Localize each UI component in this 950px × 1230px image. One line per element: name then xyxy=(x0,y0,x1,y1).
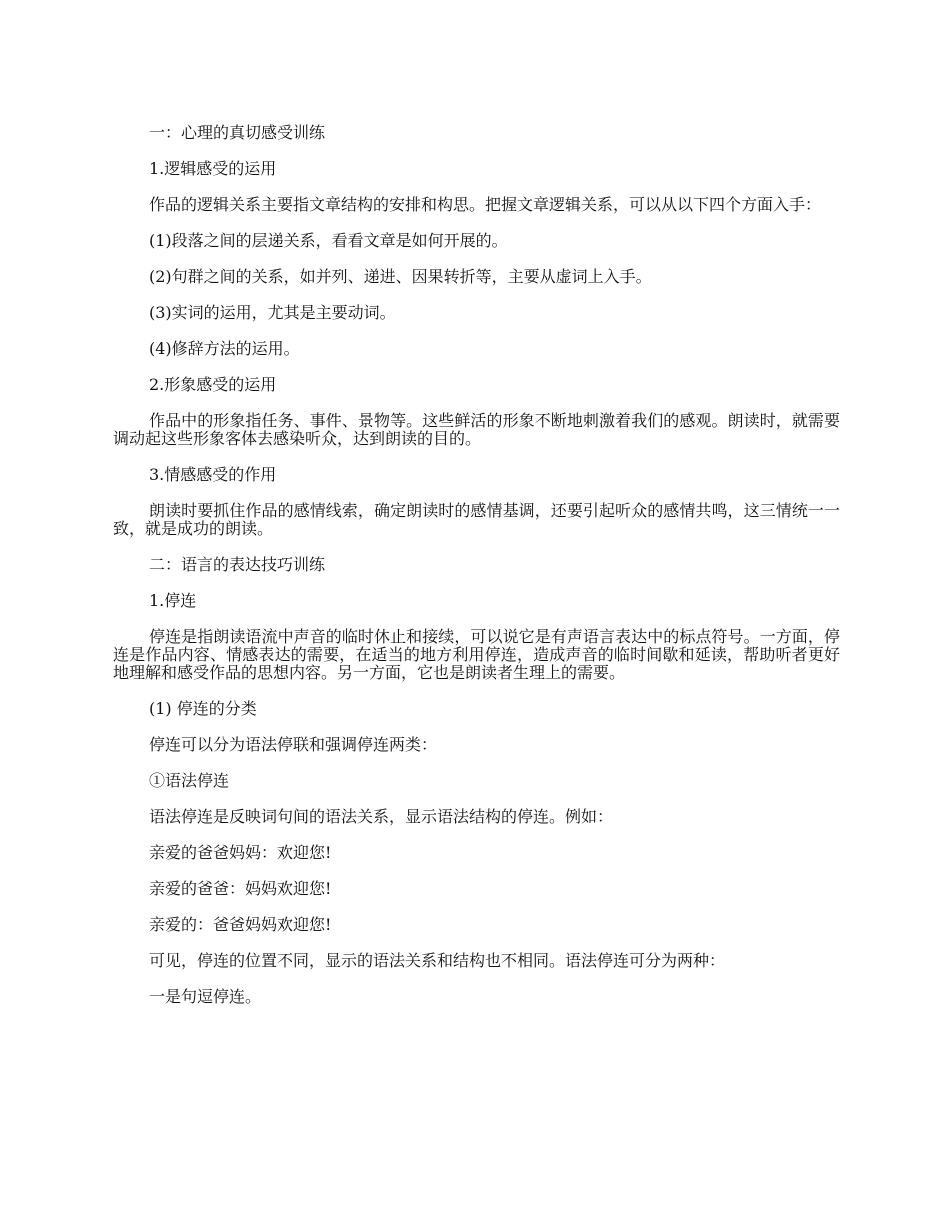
paragraph-logic-intro: 作品的逻辑关系主要指文章结构的安排和构思。把握文章逻辑关系，可以从以下四个方面入手： xyxy=(149,195,822,214)
subheading-grammar-pause: ①语法停连 xyxy=(149,771,230,790)
list-item-2: (2)句群之间的关系，如并列、递进、因果转折等，主要从虚词上入手。 xyxy=(149,267,652,286)
example-3: 亲爱的：爸爸妈妈欢迎您! xyxy=(149,915,332,934)
document-body xyxy=(113,124,840,1024)
section-heading-psychology: 一：心理的真切感受训练 xyxy=(149,123,326,142)
paragraph-pause: 停连是指朗读语流中声音的临时休止和接续，可以说它是有声语言表达中的标点符号。一方面，停连是作品内容、情感表达的需要，在适当的地方利用停连，造成声音的临时间歇和延读，帮助听者更好地理解和感受作品的思想内容。另一方面，它也是朗读者生理上的需要。 xyxy=(113,627,840,682)
paragraph-pause-types: 停连可以分为语法停联和强调停连两类： xyxy=(149,735,438,754)
paragraph-grammar-pause: 语法停连是反映词句间的语法关系，显示语法结构的停连。例如： xyxy=(149,807,614,826)
subheading-image: 2.形象感受的运用 xyxy=(149,375,277,394)
paragraph-first-type: 一是句逗停连。 xyxy=(149,987,262,1006)
paragraph-conclusion: 可见，停连的位置不同，显示的语法关系和结构也不相同。语法停连可分为两种： xyxy=(149,951,726,970)
list-item-1: (1)段落之间的层递关系，看看文章是如何开展的。 xyxy=(149,231,508,250)
example-1: 亲爱的爸爸妈妈：欢迎您! xyxy=(149,843,332,862)
subheading-logic: 1.逻辑感受的运用 xyxy=(149,159,277,178)
subheading-pause-types: (1) 停连的分类 xyxy=(149,699,257,718)
example-2: 亲爱的爸爸：妈妈欢迎您! xyxy=(149,879,332,898)
paragraph-emotion: 朗读时要抓住作品的感情线索，确定朗读时的感情基调，还要引起听众的感情共鸣，这三情统一一致，就是成功的朗读。 xyxy=(113,501,840,538)
section-heading-expression: 二：语言的表达技巧训练 xyxy=(149,555,326,574)
list-item-3: (3)实词的运用，尤其是主要动词。 xyxy=(149,303,396,322)
subheading-emotion: 3.情感感受的作用 xyxy=(149,465,277,484)
subheading-pause: 1.停连 xyxy=(149,591,197,610)
list-item-4: (4)修辞方法的运用。 xyxy=(149,339,300,358)
paragraph-image: 作品中的形象指任务、事件、景物等。这些鲜活的形象不断地刺激着我们的感观。朗读时，就需要调动起这些形象客体去感染听众，达到朗读的目的。 xyxy=(113,411,840,448)
